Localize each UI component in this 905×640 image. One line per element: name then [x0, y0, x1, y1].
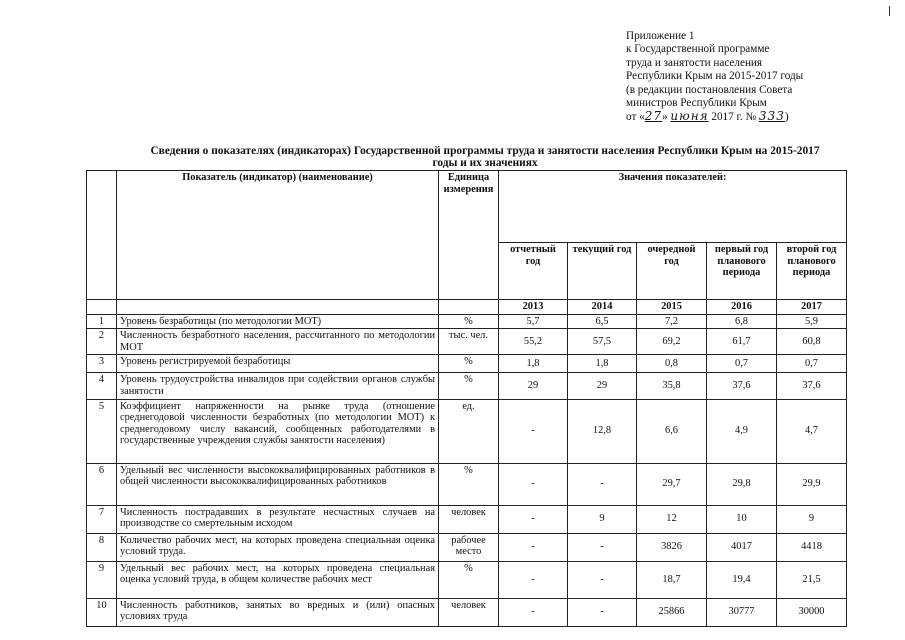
- value-cell-2014: -: [568, 598, 637, 626]
- row-number: 9: [87, 561, 117, 598]
- indicator-name: Коэффициент напряженности на рынке труда (отношение среднегодовой численности безработных (по методологии МОТ) к среднегодовому числу вакансий, сообщенных работодателями в государственные учреждения службы занятости населения): [117, 399, 439, 463]
- unit-cell: %: [439, 314, 499, 329]
- year-row-name-cell: [117, 300, 439, 315]
- value-cell-2017: 60,8: [777, 329, 847, 355]
- table-row: [87, 329, 847, 355]
- row-number: 3: [87, 355, 117, 373]
- value-cell-2016: 37,6: [707, 373, 777, 399]
- row-number: 2: [87, 329, 117, 355]
- value-cell-2013: -: [499, 505, 568, 533]
- header-year-3: 2015: [637, 300, 707, 315]
- appendix-line: труда и занятости населения: [626, 56, 763, 69]
- value-cell-2017: 29,9: [777, 463, 847, 505]
- header-period-4: первый год планового периода: [707, 243, 777, 300]
- indicator-name: Численность работников, занятых во вредных и (или) опасных условиях труда: [117, 598, 439, 626]
- unit-cell: %: [439, 355, 499, 373]
- value-cell-2014: 9: [568, 505, 637, 533]
- value-cell-2015: 35,8: [637, 373, 707, 399]
- value-cell-2017: 5,9: [777, 314, 847, 329]
- unit-cell: %: [439, 463, 499, 505]
- handwritten-day: 27: [644, 109, 663, 124]
- value-cell-2015: 7,2: [637, 314, 707, 329]
- header-year-4: 2016: [707, 300, 777, 315]
- value-cell-2015: 18,7: [637, 561, 707, 598]
- appendix-line: (в редакции постановления Совета: [626, 83, 793, 96]
- value-cell-2013: -: [499, 463, 568, 505]
- value-cell-2017: 30000: [777, 598, 847, 626]
- unit-cell: человек: [439, 598, 499, 626]
- value-cell-2014: 12,8: [568, 399, 637, 463]
- row-number: 6: [87, 463, 117, 505]
- appendix-line: Республики Крым на 2015-2017 годы: [626, 70, 804, 83]
- value-cell-2014: -: [568, 561, 637, 598]
- appendix-line: к Государственной программе: [626, 43, 770, 56]
- appendix-header: [626, 30, 896, 125]
- row-number: 5: [87, 399, 117, 463]
- appendix-date-line: от «27» июня 2017 г. № 333): [626, 109, 789, 124]
- value-cell-2017: 0,7: [777, 355, 847, 373]
- row-number: 4: [87, 373, 117, 399]
- value-cell-2014: 57,5: [568, 329, 637, 355]
- value-cell-2016: 10: [707, 505, 777, 533]
- table-row: [87, 598, 847, 626]
- header-year-5: 2017: [777, 300, 847, 315]
- header-year-2: 2014: [568, 300, 637, 315]
- header-values-title: Значения показателей:: [499, 171, 847, 243]
- table-row: [87, 561, 847, 598]
- value-cell-2014: 1,8: [568, 355, 637, 373]
- header-period-2: текущий год: [568, 243, 637, 300]
- value-cell-2016: 0,7: [707, 355, 777, 373]
- value-cell-2013: 5,7: [499, 314, 568, 329]
- header-year-1: 2013: [499, 300, 568, 315]
- indicators-table: [86, 170, 847, 627]
- value-cell-2016: 4,9: [707, 399, 777, 463]
- value-cell-2016: 30777: [707, 598, 777, 626]
- table-row: [87, 399, 847, 463]
- row-number: 8: [87, 533, 117, 561]
- table-row: [87, 533, 847, 561]
- indicator-name: Численность пострадавших в результате несчастных случаев на производстве со смертельным исходом: [117, 505, 439, 533]
- value-cell-2013: 55,2: [499, 329, 568, 355]
- handwritten-month: июня: [670, 109, 709, 124]
- value-cell-2013: -: [499, 598, 568, 626]
- value-cell-2015: 0,8: [637, 355, 707, 373]
- unit-cell: рабочее место: [439, 533, 499, 561]
- value-cell-2015: 3826: [637, 533, 707, 561]
- value-cell-2017: 21,5: [777, 561, 847, 598]
- header-period-3: очередной год: [637, 243, 707, 300]
- value-cell-2014: -: [568, 533, 637, 561]
- table-row: [87, 505, 847, 533]
- header-unit: Единица измерения: [439, 171, 499, 300]
- header-period-1: отчетный год: [499, 243, 568, 300]
- indicator-name: Количество рабочих мест, на которых проведена специальная оценка условий труда.: [117, 533, 439, 561]
- indicator-name: Удельный вес рабочих мест, на которых проведена специальная оценка условий труда, в общем количестве рабочих мест: [117, 561, 439, 598]
- indicator-name: Уровень безработицы (по методологии МОТ): [117, 314, 439, 329]
- value-cell-2013: -: [499, 561, 568, 598]
- unit-cell: ед.: [439, 399, 499, 463]
- table-row: [87, 314, 847, 329]
- value-cell-2016: 6,8: [707, 314, 777, 329]
- value-cell-2015: 12: [637, 505, 707, 533]
- indicator-name: Численность безработного населения, рассчитанного по методологии МОТ: [117, 329, 439, 355]
- value-cell-2017: 9: [777, 505, 847, 533]
- value-cell-2015: 69,2: [637, 329, 707, 355]
- year-row-num-cell: [87, 300, 117, 315]
- indicator-name: Уровень регистрируемой безработицы: [117, 355, 439, 373]
- value-cell-2017: 37,6: [777, 373, 847, 399]
- document-title: Сведения о показателях (индикаторах) Государственной программы труда и занятости населения Республики Крым на 2015-2017 годы и их значениях: [150, 145, 820, 169]
- row-number: 1: [87, 314, 117, 329]
- value-cell-2014: 29: [568, 373, 637, 399]
- value-cell-2017: 4418: [777, 533, 847, 561]
- value-cell-2013: -: [499, 399, 568, 463]
- handwritten-number: 333: [758, 109, 785, 124]
- value-cell-2016: 29,8: [707, 463, 777, 505]
- indicator-name: Уровень трудоустройства инвалидов при содействии органов службы занятости: [117, 373, 439, 399]
- value-cell-2014: 6,5: [568, 314, 637, 329]
- row-number: 10: [87, 598, 117, 626]
- value-cell-2013: 1,8: [499, 355, 568, 373]
- value-cell-2016: 19,4: [707, 561, 777, 598]
- year-row-unit-cell: [439, 300, 499, 315]
- table-row: [87, 373, 847, 399]
- header-num-cell: [87, 171, 117, 300]
- value-cell-2016: 4017: [707, 533, 777, 561]
- table-row: [87, 355, 847, 373]
- header-indicator: Показатель (индикатор) (наименование): [117, 171, 439, 300]
- row-number: 7: [87, 505, 117, 533]
- unit-cell: тыс. чел.: [439, 329, 499, 355]
- unit-cell: %: [439, 373, 499, 399]
- value-cell-2015: 6,6: [637, 399, 707, 463]
- page-edge-mark: [889, 6, 890, 16]
- unit-cell: человек: [439, 505, 499, 533]
- appendix-line: министров Республики Крым: [626, 97, 767, 110]
- value-cell-2017: 4,7: [777, 399, 847, 463]
- value-cell-2016: 61,7: [707, 329, 777, 355]
- appendix-line: Приложение 1: [626, 30, 695, 42]
- value-cell-2013: 29: [499, 373, 568, 399]
- value-cell-2015: 25866: [637, 598, 707, 626]
- value-cell-2015: 29,7: [637, 463, 707, 505]
- unit-cell: %: [439, 561, 499, 598]
- table-row: [87, 463, 847, 505]
- header-period-5: второй год планового периода: [777, 243, 847, 300]
- value-cell-2013: -: [499, 533, 568, 561]
- indicator-name: Удельный вес численности высококвалифицированных работников в общей численности высококвалифицированных работников: [117, 463, 439, 505]
- value-cell-2014: -: [568, 463, 637, 505]
